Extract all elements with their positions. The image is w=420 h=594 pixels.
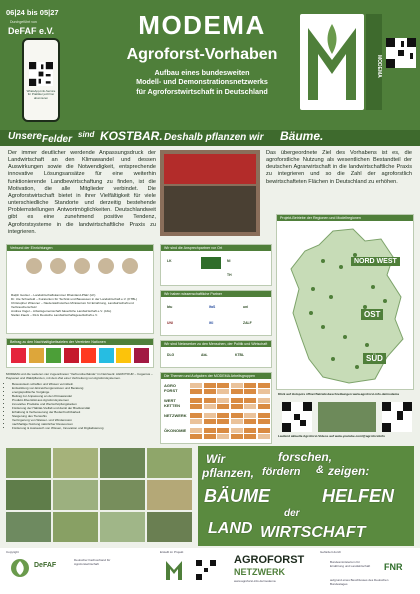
list-item: Dr. Ute Schoofeld – Kuratorium für Technik und Bauwesen in der Landwirtschaft e.V. (KTBL) — [11, 297, 138, 302]
matrix-cell — [231, 413, 243, 418]
matrix-cell — [244, 404, 256, 409]
list-item: • Beitrag zur Anpassung an den Klimawandel — [12, 394, 154, 398]
sdg-icon — [116, 348, 131, 363]
science-logos-panel — [160, 290, 272, 336]
partner-logo: AbL — [201, 353, 208, 357]
matrix-cell — [258, 428, 270, 433]
matrix-cell — [258, 389, 270, 394]
matrix-cell — [190, 434, 202, 439]
panel-header: Die Themen und Aufgaben der MODEMA Arbeitsgruppen — [161, 373, 271, 379]
matrix-cell — [217, 389, 229, 394]
organizer-caption: Durchgeführt von — [10, 20, 37, 24]
partner-logo: DLG — [167, 353, 175, 357]
matrix-cell — [244, 419, 256, 424]
slogan-word: WIRTSCHAFT — [260, 524, 366, 541]
panel-header: Beitrag zu den Nachhaltigkeitszielen der Vereinten Nationen — [7, 339, 153, 345]
photo-grid — [6, 448, 194, 544]
sdg-icons — [11, 348, 151, 364]
matrix-cell — [204, 419, 216, 424]
partner-logo: TH — [227, 273, 232, 277]
slogan-band — [0, 130, 420, 146]
sdg-icon — [11, 348, 26, 363]
list-item: Stefan Zaeck – DLG Deutsche Landwirtschaftsgesellschaft e.V. — [11, 313, 98, 318]
partners-list — [11, 293, 151, 317]
qr-code-icon[interactable] — [386, 38, 416, 68]
footer-org: DeFAF — [34, 562, 57, 569]
footer-brand-2: NETZWERK — [234, 567, 285, 577]
matrix-cell — [258, 398, 270, 403]
matrix-cell — [244, 398, 256, 403]
band-word: KOSTBAR. — [100, 129, 163, 143]
agroforest-photo — [53, 480, 98, 510]
slogan-word: forschen, — [278, 450, 333, 464]
slogan-word: Wir — [206, 452, 226, 466]
matrix-cell — [231, 398, 243, 403]
matrix-cell — [231, 383, 243, 388]
matrix-cell — [204, 428, 216, 433]
agroforest-photo — [147, 480, 192, 510]
qr-code-icon[interactable] — [29, 62, 53, 86]
matrix-cell — [244, 434, 256, 439]
partner-logo: NI — [227, 259, 231, 263]
agroforest-photo — [6, 512, 51, 542]
copyright-caption: Copyright — [6, 550, 19, 554]
matrix-cell — [258, 413, 270, 418]
logo-caption: Erstellt im Projekt — [160, 550, 184, 554]
matrix-cell — [217, 428, 229, 433]
list-item: • Entwicklung von Einreichungsmotiven und Beratung — [12, 386, 154, 390]
matrix-cell — [190, 413, 202, 418]
matrix-cell — [258, 419, 270, 424]
matrix-cell — [244, 428, 256, 433]
slogan-word: & — [316, 464, 324, 476]
list-item: Christopher Wriesner – Niedersächsisches Ministerium für Ernährung, Landwirtschaft und Verbraucherschutz — [11, 301, 134, 310]
matrix-row-label: AGRO FORST — [164, 383, 178, 393]
matrix-cell — [204, 413, 216, 418]
footer-caption: Deutscher Fachverband für Agroforstwirtschaft — [74, 558, 111, 566]
avatar — [97, 257, 115, 275]
matrix-cell — [190, 398, 202, 403]
field-photo — [318, 402, 376, 432]
avatar — [73, 257, 91, 275]
matrix-cell — [190, 404, 202, 409]
project-subtitle: Agroforst-Vorhaben — [126, 46, 278, 63]
matrix-cell — [217, 419, 229, 424]
partner-logo: LK — [167, 259, 172, 263]
slogan-word: fördern — [262, 466, 301, 478]
matrix-cell — [190, 389, 202, 394]
matrix-cell — [231, 419, 243, 424]
modema-m-icon — [164, 558, 184, 582]
matrix-cell — [217, 413, 229, 418]
band-word: Bäume. — [280, 129, 324, 143]
list-item: • innovative Produkte und Wertschöpfungsketten — [12, 402, 154, 406]
project-tagline — [112, 68, 292, 96]
group-photo — [160, 150, 260, 236]
tagline-line: Aufbau eines bundesweiten — [154, 68, 250, 77]
agroforest-photo — [147, 512, 192, 542]
partner-logo: IKI — [209, 321, 214, 325]
region-label-ost: OST — [361, 309, 383, 320]
ministry-name: Bundesministerium für Ernährung und Landwirtschaft — [330, 560, 371, 568]
slogan-word: HELFEN — [322, 486, 394, 506]
matrix-cell — [231, 428, 243, 433]
panel-header: Wir sind die Ansprechpartner vor Ort — [161, 245, 271, 251]
list-item: • nachhaltige Nutzung natürlicher Ressourcen — [12, 422, 154, 426]
matrix-cell — [204, 383, 216, 388]
sdg-icon — [46, 348, 61, 363]
topics-matrix — [164, 383, 270, 443]
matrix-cell — [231, 434, 243, 439]
matrix-cell — [244, 413, 256, 418]
qr-caption-left: Klick auf Hotspots öffnet Betriebsbeschreibungen — [278, 392, 352, 396]
intro-right-text: Das übergeordnete Ziel des Vorhabens ist es, die agroforstliche Nutzung als wesentlichen Bestandteil der deutschen Agrarwirtschaft in die landwirtschaftliche Praxis zu integrieren und so die Zahl der agroforstlich bewirtschafteten Flächen in Deutschland zu erhöhen. — [266, 150, 412, 185]
matrix-cell — [204, 404, 216, 409]
partner-logo: ZALF — [243, 321, 252, 325]
tagline-line: für Agroforstwirtschaft in Deutschland — [136, 86, 268, 96]
tagline-line: Modell- und Demonstrationsnetzwerks — [136, 77, 268, 87]
matrix-cell — [204, 398, 216, 403]
slogan-word: BÄUME — [204, 486, 270, 506]
agroforest-photo — [100, 448, 145, 478]
phone-whatsapp-graphic — [22, 38, 60, 122]
slogan-word: der — [284, 508, 300, 519]
bullet-list — [6, 382, 154, 430]
panel-header: Wir haben wissenschaftliche Partner — [161, 291, 271, 297]
list-item: • Förderung der Habitat-Vielfalt und damit der Biodiversität — [12, 406, 154, 410]
avatar — [25, 257, 43, 275]
partner-logo: btu — [167, 305, 173, 309]
qr-code-icon[interactable] — [282, 402, 312, 432]
slogan-word: zeigen: — [328, 464, 370, 478]
map-panel — [276, 214, 414, 390]
matrix-cell — [258, 383, 270, 388]
panel-header: Verbund der Einrichtungen — [7, 245, 153, 251]
list-item: • energiepolitische Vorgänge — [12, 390, 154, 394]
slogan-block — [198, 446, 414, 546]
agroforest-photo — [100, 512, 145, 542]
title-box — [112, 10, 292, 122]
list-item: Ralph Gocker – Landwirtschaftskammer Rheinland-Pfalz (LK) — [11, 293, 96, 297]
sdg-icon — [81, 348, 96, 363]
sdg-icon — [64, 348, 79, 363]
partner-logo: IfaS — [209, 305, 216, 309]
partner-logo — [201, 257, 221, 269]
matrix-cell — [244, 383, 256, 388]
partner-logo: KTBL — [235, 353, 245, 357]
list-item: • Steigerung des Tierwohls — [12, 414, 154, 418]
agroforest-photo — [53, 512, 98, 542]
matrix-cell — [204, 434, 216, 439]
matrix-row-label: WERT KETTEN — [164, 398, 180, 408]
youtube-caption: Laufend aktuelle Agroforst-Videos auf www.youtube.com/@agroforstinfo — [278, 434, 386, 438]
funder-caption: Gefördert durch — [320, 550, 342, 554]
partners-panel — [6, 244, 154, 334]
footer-url[interactable]: www.agroforst-info.de/modema — [234, 579, 276, 583]
slogan-word: pflanzen, — [202, 466, 255, 480]
project-dates: 06|24 bis 05|27 — [6, 8, 59, 17]
matrix-cell — [258, 434, 270, 439]
qr-code-icon[interactable] — [196, 560, 216, 580]
matrix-cell — [190, 383, 202, 388]
footer-brand: AGROFORST — [234, 554, 305, 566]
panel-header: Projekt-Betriebe der Regionen und Modellregionen — [277, 215, 413, 221]
region-label-sued: SÜD — [363, 353, 386, 364]
sdg-icon — [134, 348, 149, 363]
sdg-icon — [29, 348, 44, 363]
matrix-cell — [190, 419, 202, 424]
agroforest-photo — [6, 480, 51, 510]
partner-logo: UNI — [167, 321, 173, 325]
list-item: Andrea Vogel – Arbeitsgemeinschaft bäuerliche Landwirtschaft e.V. (AbL) — [11, 309, 112, 314]
matrix-cell — [217, 404, 229, 409]
modema-bullets — [6, 372, 154, 444]
agroforest-photo — [100, 480, 145, 510]
band-word: Felder — [42, 134, 73, 145]
panel-header: Wir sind Netzwerker zu den Menschen, der Politik und Wirtschaft — [161, 341, 271, 347]
modema-m-icon — [300, 14, 364, 110]
matrix-cell — [217, 434, 229, 439]
network-panel — [160, 244, 272, 286]
matrix-cell — [217, 398, 229, 403]
matrix-cell — [190, 428, 202, 433]
matrix-row-label: NETZWERK — [164, 413, 187, 418]
list-item: • Erhaltung & Verbesserung der Bodenfruchtbarkeit — [12, 410, 154, 414]
networker-panel — [160, 340, 272, 368]
region-label-nordwest: NORD WEST — [351, 257, 400, 266]
band-word: sind — [78, 130, 95, 139]
side-label: MODEMA — [366, 14, 382, 110]
agroforest-photo — [147, 448, 192, 478]
leaf-logo-icon — [10, 558, 30, 578]
list-item: • Bewusstsein schaffen und Wissen vermitteln — [12, 382, 154, 386]
modema-text: MODEMA und die weiteren vier zugeordneten "Verbundverbände" im Netzwerk: AGROTOUR – Cogenius – Payuanet und Waldpflanzen, mit dem Ziel einer Verbreitung von Agroforstsystemen. — [6, 372, 153, 381]
avatar — [121, 257, 139, 275]
modema-logo — [300, 14, 364, 110]
organizer-name: DeFAF e.V. — [8, 26, 55, 36]
fnr-logo: FNR — [384, 562, 403, 572]
matrix-cell — [217, 383, 229, 388]
poster-header — [0, 0, 420, 130]
matrix-panel — [160, 372, 272, 444]
germany-map — [283, 227, 409, 387]
list-item: • Förderung & Austausch von Wissen, Innovation und Digitalisierung — [12, 426, 154, 430]
band-word: Deshalb pflanzen wir — [164, 132, 264, 143]
matrix-cell — [204, 389, 216, 394]
matrix-cell — [231, 404, 243, 409]
decision-note: aufgrund eines Beschlusses des Deutschen Bundestages — [330, 578, 389, 586]
agroforest-photo — [6, 448, 51, 478]
band-word: Unsere — [8, 131, 42, 142]
intro-left-text: Der immer deutlicher werdende Anpassungsdruck der Landwirtschaft an den Klimawandel und dessen Auswirkungen sowie die Notwendigkeit, entsprechende innovative Lösungsansätze für eine weiterhin funktionierende Landbewirtschaftung zu finden, ist die Motivation, die alle Mitglieder verbindet. Die Agroforstwirtschaft bietet in ihrer Vielfältigkeit für viele unterschiedliche Standorte und derzeitig bestehende Problemstellungen Antwortmöglichkeiten. Deutschlandweit gibt es eine zunehmend positive Tendenz, Agroforstsysteme in die landwirtschaftliche Praxis zu integrieren. — [8, 150, 156, 235]
qr-caption — [278, 392, 412, 396]
sdg-icon — [99, 348, 114, 363]
project-title: MODEMA — [138, 10, 266, 40]
whatsapp-text: WhatsApp-Info-Service für Praktiker jetzt hier abonnieren — [26, 89, 56, 100]
avatar — [49, 257, 67, 275]
list-item: • Produkt-Diversität aus Agroforstsystemen — [12, 398, 154, 402]
agroforest-photo — [53, 448, 98, 478]
matrix-cell — [244, 389, 256, 394]
matrix-cell — [231, 389, 243, 394]
slogan-word: LAND — [208, 520, 253, 537]
matrix-cell — [258, 404, 270, 409]
sdg-panel — [6, 338, 154, 368]
matrix-row-label: ÖKONOMIE — [164, 428, 187, 433]
qr-code-icon[interactable] — [382, 402, 412, 432]
list-item: • Verringerung von Wasser- und Winderosion — [12, 418, 154, 422]
footer — [0, 548, 420, 594]
qr-caption-right: www.agroforst-info.de/modema — [352, 392, 399, 396]
partner-logo: uni — [243, 305, 249, 309]
